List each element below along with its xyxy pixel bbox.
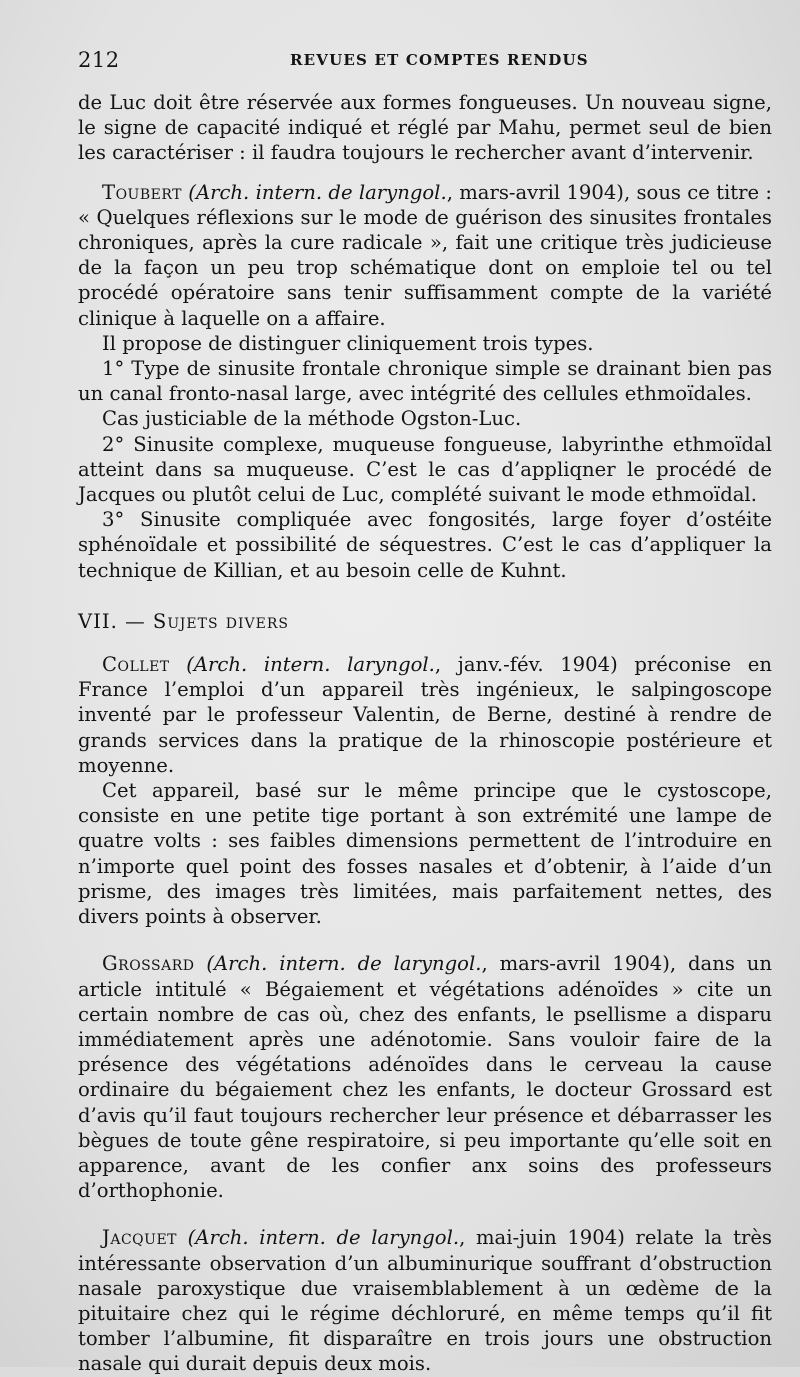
list-item: 3° Sinusite compliquée avec fongosités, large foyer d’ostéite sphénoïdale et possibilité de séquestres. C’est le cas d’appliquer la technique de Killian, et au besoin celle de Kuhnt.: [78, 508, 772, 582]
section-dash: —: [125, 609, 146, 633]
paragraph: Cet appareil, basé sur le même principe que le cystoscope, consiste en une petite tige portant à son extrémité une lampe de quatre volts : ses faibles dimensions permettent de l’introduire en n’importe quel point des fosses nasales et d’obtenir, à l’aide d’un prisme, des images très limitées, mais parfaitement nettes, des divers points à observer.: [78, 779, 772, 929]
page-number: 212: [78, 48, 120, 72]
journal-reference: (Arch. intern. de laryngol.: [188, 180, 447, 204]
review-paragraph: Jacquet (Arch. intern. de laryngol., mai-juin 1904) relate la très intéressante observation d’un albuminurique souffrant d’obstruction nasale paroxystique due vraisemblablement à un œdème de la pituitaire chez qui le régime déchloruré, en même temps qu’il fit tomber l’albumine, fit disparaître en trois jours une obstruction nasale qui durait depuis deux mois.: [78, 1226, 772, 1376]
body-text: [78, 90, 772, 1377]
author-name: Grossard: [102, 952, 195, 976]
running-title: REVUES ET COMPTES RENDUS: [290, 51, 589, 69]
section-numeral: VII.: [78, 609, 118, 633]
review-paragraph: Toubert (Arch. intern. de laryngol., mars-avril 1904), sous ce titre : « Quelques réflexions sur le mode de guérison des sinusites frontales chroniques, après la cure radicale », fait une critique très judicieuse de la façon un peu trop schématique dont on emploie tel ou tel procédé opératoire sans tenir suffisamment compte de la variété clinique à laquelle on a affaire.: [78, 180, 772, 330]
journal-reference: (Arch. intern. laryngol.: [186, 653, 435, 677]
paragraph: de Luc doit être réservée aux formes fongueuses. Un nouveau signe, le signe de capacité indiqué et réglé par Mahu, permet seul de bien les caractériser : il faudra toujours le rechercher avant d’intervenir.: [78, 91, 772, 165]
section-title: Sujets divers: [152, 609, 289, 633]
journal-reference: (Arch. intern. de laryngol.: [206, 952, 482, 976]
list-item: 1° Type de sinusite frontale chronique simple se drainant bien pas un canal fronto-nasal large, avec intégrité des cellules ethmoïdales.: [78, 357, 772, 406]
author-name: Jacquet: [102, 1226, 178, 1250]
author-name: Toubert: [102, 180, 182, 204]
review-paragraph: Grossard (Arch. intern. de laryngol., mars-avril 1904), dans un article intitulé « Bégaiement et végétations adénoïdes » cite un certain nombre de cas où, chez des enfants, le psellisme a disparu immédiatement après une adénotomie. Sans vouloir faire de la présence des végétations adénoïdes dans le cerveau la cause ordinaire du bégaiement chez les enfants, le docteur Grossard est d’avis qu’il faut toujours rechercher leur présence et débarrasser les bègues de toute gêne respiratoire, si peu importante qu’elle soit en apparence, avant de les confier anx soins des professeurs d’orthophonie.: [78, 952, 772, 1203]
running-head: [78, 0, 772, 72]
journal-reference: (Arch. intern. de laryngol.: [187, 1226, 460, 1250]
review-paragraph: Collet (Arch. intern. laryngol., janv.-fév. 1904) préconise en France l’emploi d’un appareil très ingénieux, le salpingoscope inventé par le professeur Valentin, de Berne, destiné à rendre de grands services dans la pratique de la rhinoscopie postérieure et moyenne.: [78, 653, 772, 777]
section-heading: [78, 609, 772, 634]
list-item: 2° Sinusite complexe, muqueuse fongueuse, labyrinthe ethmoïdal atteint dans sa muqueuse. C’est le cas d’appliqner le procédé de Jacques ou plutôt celui de Luc, complété suivant le mode ethmoïdal.: [78, 432, 772, 507]
author-name: Collet: [102, 653, 170, 677]
paragraph: Il propose de distinguer cliniquement trois types.: [102, 331, 594, 355]
paragraph: Cas justiciable de la méthode Ogston-Luc.: [102, 407, 522, 431]
